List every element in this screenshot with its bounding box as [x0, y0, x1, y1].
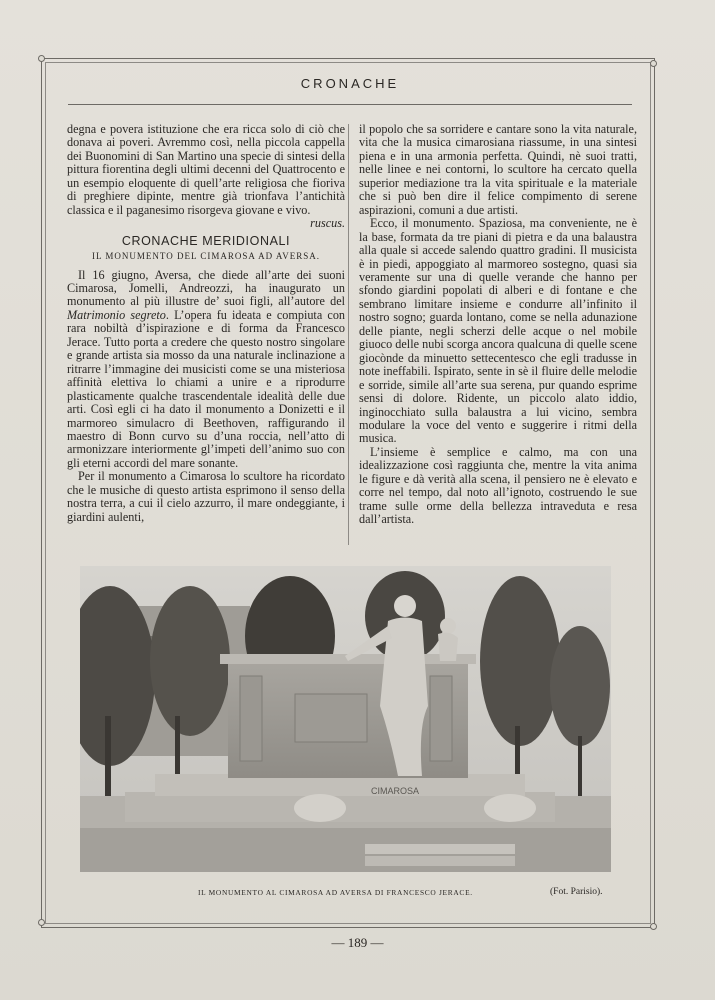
- section-subtitle: IL MONUMENTO DEL CIMAROSA AD AVERSA.: [91, 251, 321, 262]
- paragraph: Per il monumento a Cimarosa lo scultore ha ricordato che le musiche di questo artista esprimono il senso della nostra terra, a cui il cielo azzurro, il mare ondeggiante, i giardini aulenti,: [67, 469, 345, 524]
- frame-corner-ornament: [38, 919, 45, 926]
- photo-credit: (Fot. Parisio).: [550, 887, 603, 897]
- frame-corner-ornament: [38, 55, 45, 62]
- left-column: [67, 123, 345, 524]
- paragraph: [67, 269, 345, 471]
- frame-corner-ornament: [650, 60, 657, 67]
- column-divider: [348, 124, 349, 545]
- page-number: — 189 —: [331, 935, 384, 950]
- monument-photo-illustration: [80, 566, 611, 872]
- statue-inscription: CIMAROSA: [370, 786, 420, 796]
- paragraph: Ecco, il monumento. Spaziosa, ma conveniente, ne è la base, formata da tre piani di pietra e da una balaustra alla quale si accede salendo quattro gradini. Il musicista è in piedi, appoggiato al marmoreo sostegno, quasi sia veramente sur una di quelle verande che hanno per sfondo giardini popolati di alberi e di fontane e che sembrano limitare insieme e condurre all’infinito il nostro sogno; guarda lontano, come se nella adunazione delle piante, negli scherzi delle acque o nel mobile giuoco delle nubi scorga ancora qualcuna di quelle scene giocònde da minuetto settecentesco che egli tradusse in note ineffabili. Ispirato, sente in sè il fluire delle melodie e sorride, simile all’arte sua serena, pur quando esprime sensi di dolore. Ridente, un piccolo alato iddio, inginocchiato sulla balaustra a lui vicino, sembra modulare la voce del vento e suggerire i ritmi della musica.: [359, 216, 637, 446]
- monument-photograph: [80, 566, 611, 872]
- paragraph: degna e povera istituzione che era ricca solo di ciò che donava ai poveri. Avremmo così, nella piccola cappella dei Buonomini di San Martino una specie di sintesi della pittura fiorentina degli ultimi decenni del Quattrocento e un esempio eloquente di quell’arte religiosa che fioriva di preghiere dipinte, mentre già trionfava l’antichità classica e il paganesimo risorgeva giovane e vivo.: [67, 122, 345, 217]
- paragraph: il popolo che sa sorridere e cantare sono la vita naturale, vita che la musica cimarosiana riassume, in una sintesi piena e in una armonia perfetta. Quindi, nè suoi tratti, nelle linee e nei contorni, lo scultore ha cercato quella superior mediazione tra la vita spirituale e la materiale che si può ben dire il felice compimento di serene aspirazioni, comuni a due artisti.: [359, 122, 637, 217]
- right-column: [359, 123, 637, 527]
- photo-caption: IL MONUMENTO AL CIMAROSA AD AVERSA DI FRANCESCO JERACE.: [198, 888, 473, 897]
- running-header: CRONACHE: [300, 76, 400, 91]
- text-run: . L’opera fu ideata e compiuta con rara nobiltà d’ispirazione e di forma da Francesco Jerace. Tutto porta a credere che questo nostro singolare e grande artista sia mosso da una naturale inclinazione a ritrarre l’immagine dei musicisti come se una misteriosa affinità elettiva lo chiami a unire e a riprodurre plasticamente qualche trascendentale idealità delle due arti. Così egli ci ha dato il monumento a Donizetti e il marmoreo simulacro di Beethoven, raffigurando il maestro di Bonn curvo su d’una roccia, nell’atto di armonizzare interiormente gl’impeti dell’animo suo con gli eterni accordi del mare sonante.: [67, 307, 346, 470]
- paragraph: L’insieme è semplice e calmo, ma con una idealizzazione così raggiunta che, mentre la vita anima le figure e dà verità alla scena, il pensiero ne è elevato e corre nel tempo, dal noto all’ignoto, costruendo le sue trame sulle orme della bellezza intraveduta e resa dall’artista.: [359, 444, 637, 527]
- author-signature: ruscus.: [310, 216, 345, 231]
- section-title: CRONACHE MERIDIONALI: [121, 233, 291, 248]
- frame-corner-ornament: [650, 923, 657, 930]
- header-rule: [68, 104, 632, 105]
- italic-title: Matrimonio segreto: [67, 307, 166, 322]
- text-run: Il 16 giugno, Aversa, che diede all’arte dei suoni Cimarosa, Jomelli, Andreozzi, ha inaugurato un monumento al più illustre de’ suoi figli, all’autore del: [67, 267, 345, 309]
